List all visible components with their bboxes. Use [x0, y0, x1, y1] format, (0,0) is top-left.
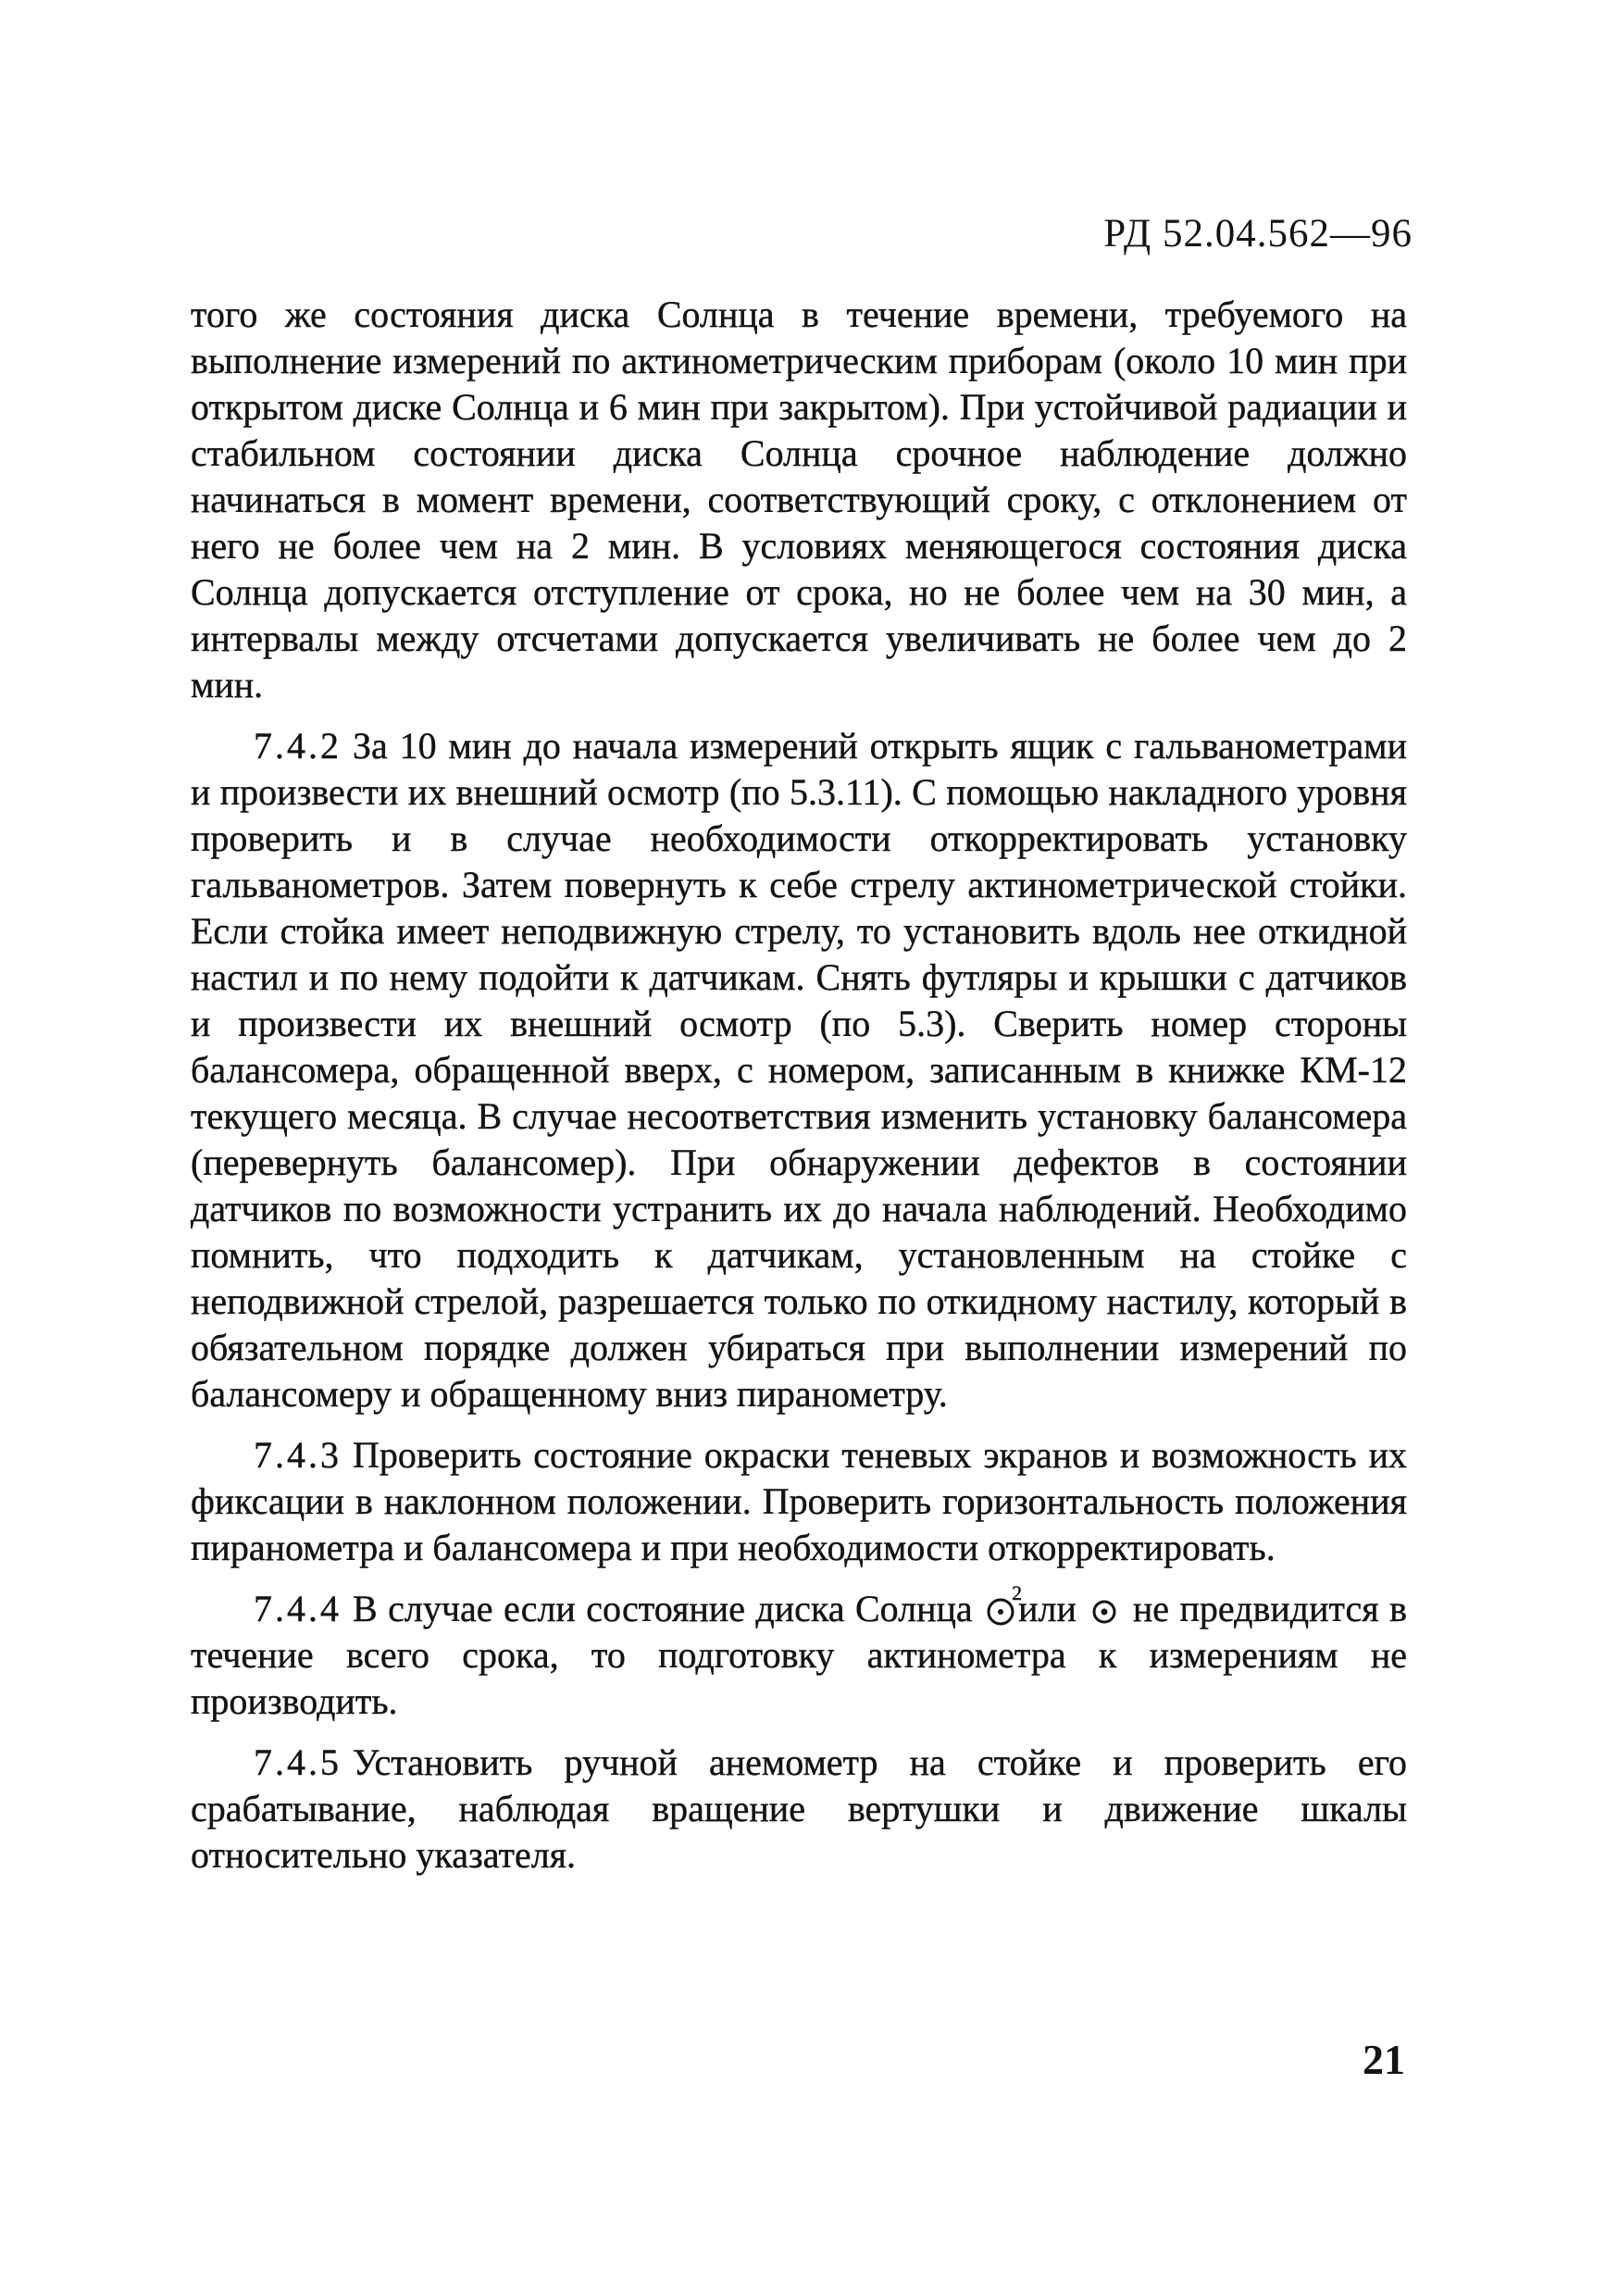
- sun-disk-superscript: 2: [1012, 1581, 1023, 1604]
- section-number: 7.4.2: [254, 725, 342, 767]
- paragraph-text-before: В случае если состояние диска Солнца: [353, 1588, 973, 1629]
- paragraph-text: Проверить состояние окраски теневых экранов и возможность их фиксации в наклонном положении. Проверить горизонтальность положения пиранометра и балансомера и при необходимости откорректировать.: [191, 1434, 1407, 1568]
- paragraph-text-or: или: [1018, 1588, 1077, 1629]
- paragraph-7-4-2: [191, 723, 1407, 1417]
- sun-disk-partial-icon: [985, 1581, 1023, 1626]
- section-number: 7.4.3: [254, 1434, 342, 1476]
- paragraph-7-4-5: [191, 1740, 1407, 1878]
- sun-disk-covered-icon: [1089, 1594, 1120, 1626]
- paragraph-text: За 10 мин до начала измерений открыть ящик с гальванометрами и произвести их внешний осмотр (по 5.3.11). С помощью накладного уровня проверить и в случае необходимости откорректировать установку гальванометров. Затем повернуть к себе стрелу актинометрической стойки. Если стойка имеет неподвижную стрелу, то установить вдоль нее откидной настил и по нему подойти к датчикам. Снять футляры и крышки с датчиков и произвести их внешний осмотр (по 5.3). Сверить номер стороны балансомера, обращенной вверх, с номером, записанным в книжке КМ-12 текущего месяца. В случае несоответствия изменить установку балансомера (перевернуть балансомер). При обнаружении дефектов в состоянии датчиков по возможности устранить их до начала наблюдений. Необходимо помнить, что подходить к датчикам, установленным на стойке с неподвижной стрелой, разрешается только по откидному настилу, который в обязательном порядке должен убираться при выполнении измерений по балансомеру и обращенному вниз пиранометру.: [191, 725, 1407, 1415]
- document-code: РД 52.04.562—96: [1103, 212, 1413, 256]
- paragraph-continuation: того же состояния диска Солнца в течение времени, требуемого на выполнение измерений по актинометрическим приборам (около 10 мин при открытом диске Солнца и 6 мин при закрытом). При устойчивой радиации и стабильном состоянии диска Солнца срочное наблюдение должно начинаться в момент времени, соответствующий сроку, с отклонением от него не более чем на 2 мин. В условиях меняющегося состояния диска Солнца допускается отступление от срока, но не более чем на 30 мин, а интервалы между отсчетами допускается увеличивать не более чем до 2 мин.: [191, 293, 1407, 705]
- section-number: 7.4.4: [254, 1588, 342, 1629]
- page-number: 21: [1363, 2036, 1405, 2083]
- section-number: 7.4.5: [254, 1741, 342, 1783]
- paragraph-text-after: не предвидится в течение всего срока, то подготовку актинометра к измерениям не производить.: [191, 1588, 1407, 1722]
- document-body: [191, 292, 1407, 1878]
- paragraph-7-4-4: [191, 1581, 1407, 1725]
- paragraph-7-4-3: [191, 1432, 1407, 1571]
- paragraph-text: Установить ручной анемометр на стойке и проверить его срабатывание, наблюдая вращение вертушки и движение шкалы относительно указателя.: [191, 1741, 1407, 1876]
